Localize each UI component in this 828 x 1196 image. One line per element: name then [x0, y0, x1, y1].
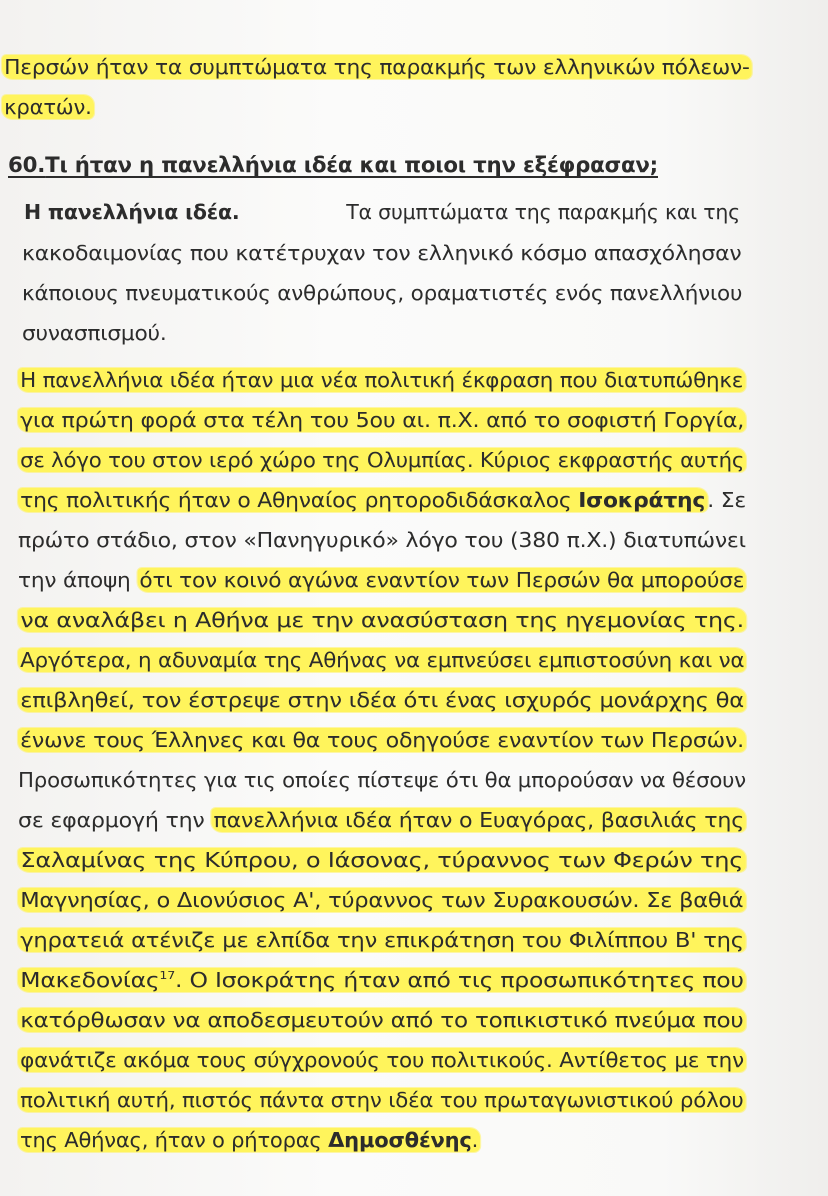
text-span: Τα συμπτώματα της παρακμής και της — [339, 200, 740, 224]
text-span: της Αθήνας, ήταν ο ρήτορας — [20, 1128, 329, 1152]
text-span: Προσωπικότητες για τις οποίες πίστεψε ότι θα μπορούσαν να θέσουν — [18, 768, 746, 792]
highlighted-text: Περσών ήταν τα συμπτώματα της παρακμής των ελληνικών πόλεων- — [2, 55, 752, 79]
highlighted-text: πανελλήνια ιδέα ήταν ο Ευαγόρας, βασιλιάς της — [211, 808, 746, 832]
text-span: κακοδαιμονίας που κατέτρυχαν τον ελληνικό κόσμο απασχόλησαν — [22, 241, 742, 265]
bold-name-demosthenes: Δημοσθένης — [328, 1128, 472, 1152]
highlighted-text: σε λόγο του στον ιερό χώρο της Ολυμπίας. Κύριος εκφραστής αυτής — [18, 448, 746, 472]
text-span: Μακεδονίας — [20, 968, 160, 992]
question-number: 60. — [8, 153, 46, 177]
paragraph2-line-15 — [18, 925, 746, 955]
paragraph2-line-12 — [18, 805, 746, 835]
text-span: συνασπισμού. — [22, 321, 167, 345]
intro-line-1 — [2, 52, 752, 82]
text-span: πρώτο στάδιο, στον «Πανηγυρικό» λόγο του (380 π.Χ.) διατυπώνει — [18, 528, 746, 552]
paragraph2-line-6 — [18, 565, 746, 595]
highlighted-text: επιβληθεί, τον έστρεψε στην ιδέα ότι ένας ισχυρός μονάρχης θα — [18, 688, 746, 712]
highlighted-text: κρατών. — [2, 95, 94, 119]
bold-name-isocrates: Ισοκράτης — [578, 488, 706, 512]
paragraph2-line-1 — [18, 365, 745, 395]
paragraph2-line-8 — [18, 645, 746, 675]
highlighted-text: Μαγνησίας, ο Διονύσιος Α', τύραννος των Συρακουσών. Σε βαθιά — [18, 888, 746, 912]
question-title: Τι ήταν η πανελλήνια ιδέα και ποιοι την εξέφρασαν; — [45, 153, 658, 177]
paragraph2-line-18 — [18, 1045, 746, 1075]
paragraph1-line-3 — [22, 278, 742, 308]
paragraph2-line-19 — [18, 1085, 746, 1115]
paragraph2-line-16 — [18, 965, 746, 995]
paragraph2-line-11 — [18, 765, 746, 795]
footnote-marker: 17 — [159, 969, 176, 983]
highlighted-text — [18, 488, 707, 512]
text-span: σε εφαρμογή την — [18, 808, 212, 832]
text-span: . Σε — [707, 488, 746, 512]
highlighted-text: κατόρθωσαν να αποδεσμευτούν από το τοπικιστικό πνεύμα που — [18, 1008, 746, 1032]
paragraph2-line-3 — [18, 445, 746, 475]
highlighted-text: Η πανελλήνια ιδέα ήταν μια νέα πολιτική έκφραση που διατυπώθηκε — [18, 368, 745, 392]
highlighted-text: να αναλάβει η Αθήνα με την ανασύσταση της ηγεμονίας της. — [18, 608, 746, 632]
question-heading — [8, 150, 658, 180]
text-span: της πολιτικής ήταν ο Αθηναίος ρητοροδιδάσκαλος — [20, 488, 579, 512]
paragraph2-line-10 — [18, 725, 746, 755]
paragraph2-line-7 — [18, 605, 746, 635]
paragraph2-line-14 — [18, 885, 746, 915]
paragraph2-line-20 — [18, 1125, 480, 1155]
paragraph1-line-4 — [22, 318, 167, 348]
highlighted-text: φανάτιζε ακόμα τους σύγχρονούς του πολιτικούς. Αντίθετος με την — [18, 1048, 746, 1072]
highlighted-text: Αργότερα, η αδυναμία της Αθήνας να εμπνεύσει εμπιστοσύνη και να — [18, 648, 746, 672]
paragraph2-line-17 — [18, 1005, 746, 1035]
paragraph2-line-2 — [18, 405, 746, 435]
text-span: . Ο Ισοκράτης ήταν από τις προσωπικότητες που — [175, 968, 744, 992]
highlighted-text: ότι τον κοινό αγώνα εναντίον των Περσών θα μπορούσε — [137, 568, 746, 592]
intro-line-2 — [2, 92, 94, 122]
highlighted-text: Σαλαμίνας της Κύπρου, ο Ιάσονας, τύραννος των Φερών της — [18, 848, 746, 872]
highlighted-text: γηρατειά ατένιζε με ελπίδα την επικράτηση του Φιλίππου Β' της — [18, 928, 746, 952]
highlighted-text — [18, 1128, 480, 1152]
paragraph2-line-13 — [18, 845, 746, 875]
text-span: την άποψη — [18, 568, 138, 592]
paragraph1-lead: Η πανελλήνια ιδέα. — [24, 200, 240, 224]
paragraph1-line-1 — [24, 197, 740, 227]
paragraph2-line-9 — [18, 685, 746, 715]
paragraph2-line-4 — [18, 485, 746, 515]
highlighted-text: ένωνε τους Έλληνες και θα τους οδηγούσε εναντίον των Περσών. — [18, 728, 746, 752]
text-span: κάποιους πνευματικούς ανθρώπους, οραματιστές ενός πανελλήνιου — [22, 281, 743, 305]
paragraph2-line-5 — [18, 525, 746, 555]
paragraph1-line-2 — [22, 238, 741, 268]
text-span: . — [471, 1128, 479, 1152]
highlighted-text: πολιτική αυτή, πιστός πάντα στην ιδέα του πρωταγωνιστικού ρόλου — [18, 1088, 746, 1112]
highlighted-text — [18, 968, 746, 992]
highlighted-text: για πρώτη φορά στα τέλη του 5ου αι. π.Χ. από το σοφιστή Γοργία, — [18, 408, 746, 432]
